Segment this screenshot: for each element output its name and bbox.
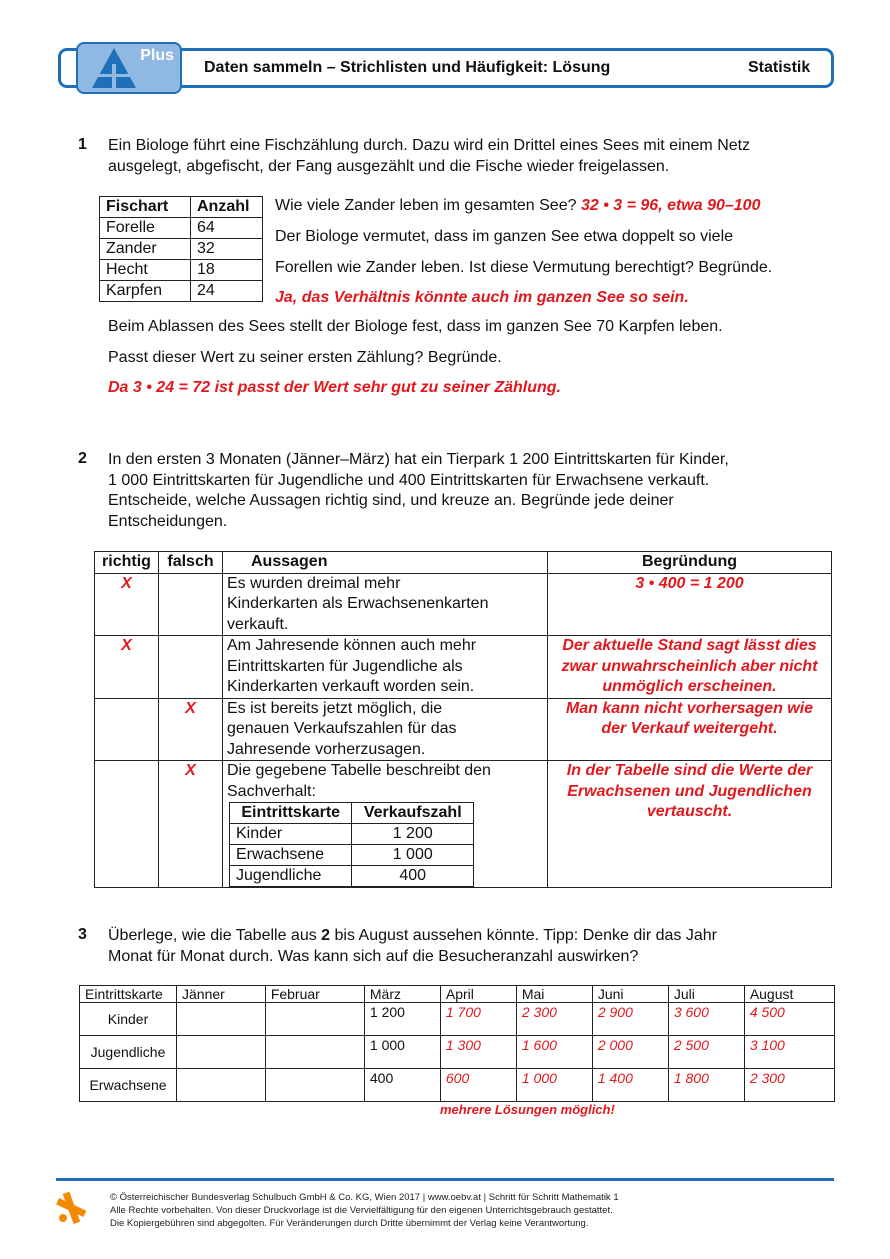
table-cell	[265, 1036, 364, 1069]
footer-copyright	[110, 1191, 619, 1230]
intro-text: Überlege, wie die Tabelle aus	[108, 927, 322, 944]
aussage-line: Jahresende vorherzusagen.	[227, 740, 426, 758]
table-cell: 1 400	[592, 1069, 668, 1102]
table-cell: 1 200	[364, 1003, 440, 1036]
aussage-cell	[223, 573, 548, 636]
ticket-sales-table	[229, 802, 474, 887]
aussage-line: Die gegebene Tabelle beschreibt den	[227, 762, 491, 779]
task3-intro-line: Monat für Monat durch. Was kann sich auf die Besucheranzahl auswirken?	[108, 947, 639, 965]
table-header-row	[95, 552, 832, 574]
task2-intro-line: In den ersten 3 Monaten (Jänner–März) hat ein Tierpark 1 200 Eintrittskarten für Kinder,	[108, 451, 729, 468]
table-header-cell: Verkaufszahl	[352, 803, 474, 824]
richtig-mark: X	[95, 636, 159, 699]
table-cell: Forelle	[100, 218, 191, 239]
table-header-cell: Eintrittskarte	[230, 803, 352, 824]
monthly-ticket-table	[79, 985, 835, 1102]
table-header-cell: Anzahl	[191, 197, 263, 218]
richtig-mark	[95, 761, 159, 888]
begruendung-line: Man kann nicht vorhersagen wie	[565, 699, 814, 717]
table-cell: 600	[440, 1069, 516, 1102]
table-header-row	[100, 197, 263, 218]
table-cell: 3 100	[744, 1036, 834, 1069]
answer-text: Da 3 • 24 = 72 ist passt der Wert sehr gut zu seiner Zählung.	[108, 379, 561, 396]
table-cell: 64	[191, 218, 263, 239]
fish-table	[99, 196, 263, 302]
task2-intro-line: Entscheide, welche Aussagen richtig sind, und kreuze an. Begründe jede deiner	[108, 492, 674, 509]
table-cell: 1 800	[668, 1069, 744, 1102]
aussage-line: Eintrittskarten für Jugendliche als	[227, 657, 463, 675]
solution-note: mehrere Lösungen möglich!	[440, 1102, 615, 1117]
question-text: Forellen wie Zander leben. Ist diese Vermutung berechtigt? Begründe.	[275, 258, 773, 276]
begruendung-line: vertauscht.	[646, 803, 733, 820]
table-cell: 1 300	[440, 1036, 516, 1069]
begruendung-cell	[548, 573, 832, 636]
intro-text: bis August aussehen könnte. Tipp: Denke dir das Jahr	[330, 927, 717, 944]
table-row	[80, 1003, 835, 1036]
aussage-line: Am Jahresende können auch mehr	[227, 637, 477, 654]
table-header-cell: Juni	[592, 986, 668, 1003]
table-cell	[265, 1069, 364, 1102]
answer-text: 32 • 3 = 96, etwa 90–100	[580, 197, 761, 214]
table-cell: 24	[191, 281, 263, 302]
table-header-cell: August	[744, 986, 834, 1003]
task1-question-1	[275, 196, 760, 217]
richtig-mark	[95, 698, 159, 761]
begruendung-line: In der Tabelle sind die Werte der	[566, 762, 813, 779]
footer-line: © Österreichischer Bundesverlag Schulbuch GmbH & Co. KG, Wien 2017 | www.oebv.at | Schritt für Schritt Mathematik 1	[110, 1192, 619, 1203]
header-richtig: richtig	[95, 552, 159, 574]
table-cell: 3 600	[668, 1003, 744, 1036]
task2-intro	[108, 450, 729, 532]
begruendung-cell	[548, 761, 832, 888]
begruendung-line: 3 • 400 = 1 200	[635, 574, 744, 592]
table-cell: 400	[364, 1069, 440, 1102]
answer-text: Ja, das Verhältnis könnte auch im ganzen See so sein.	[275, 289, 689, 306]
table-row	[100, 218, 263, 239]
aussage-line: Es wurden dreimal mehr	[227, 574, 401, 592]
footer-line: Alle Rechte vorbehalten. Von dieser Druckvorlage ist die Vervielfältigung für den eigenen Unterrichtsgebrauch gestattet.	[110, 1205, 613, 1216]
table-cell: Kinder	[230, 824, 352, 845]
table-cell: 2 500	[668, 1036, 744, 1069]
table-cell: 2 300	[516, 1003, 592, 1036]
table-cell: 2 000	[592, 1036, 668, 1069]
falsch-mark	[159, 636, 223, 699]
table-cell: 1 000	[352, 845, 474, 866]
publisher-star-icon	[54, 1190, 88, 1226]
table-cell: 400	[352, 866, 474, 887]
table-cell: 1 700	[440, 1003, 516, 1036]
header-begruendung: Begründung	[548, 552, 832, 574]
row-label: Jugendliche	[80, 1036, 177, 1069]
aussage-line: verkauft.	[227, 615, 289, 633]
table-cell	[177, 1036, 266, 1069]
task1-question-3	[108, 317, 723, 399]
question-text: Passt dieser Wert zu seiner ersten Zählung? Begründe.	[108, 348, 502, 366]
row-label: Erwachsene	[80, 1069, 177, 1102]
table-row	[100, 281, 263, 302]
richtig-mark: X	[95, 573, 159, 636]
begruendung-line: der Verkauf weitergeht.	[601, 720, 778, 737]
task1-question-2	[275, 227, 772, 309]
begruendung-line: zwar unwahrscheinlich aber nicht	[561, 657, 818, 675]
footer-divider	[56, 1178, 834, 1181]
publisher-logo	[76, 42, 182, 94]
aussage-line: Sachverhalt:	[227, 782, 316, 800]
aussage-cell	[223, 636, 548, 699]
table-cell: 1 600	[516, 1036, 592, 1069]
statements-table	[94, 551, 832, 888]
falsch-mark: X	[159, 698, 223, 761]
task1-intro	[108, 136, 750, 177]
aussage-line: Kinderkarten als Erwachsenenkarten	[227, 595, 489, 612]
subject-label: Statistik	[748, 59, 811, 76]
table-header-row	[80, 986, 835, 1003]
table-cell: Zander	[100, 239, 191, 260]
table-cell	[265, 1003, 364, 1036]
table-cell: 1 200	[352, 824, 474, 845]
table-row	[95, 761, 832, 888]
table-header-cell: Februar	[265, 986, 364, 1003]
aussage-line: Es ist bereits jetzt möglich, die	[227, 699, 443, 717]
table-cell: 2 300	[744, 1069, 834, 1102]
table-row	[95, 636, 832, 699]
task3-intro-line	[108, 926, 717, 947]
table-row	[230, 866, 474, 887]
table-row	[230, 845, 474, 866]
aussage-cell	[223, 761, 548, 888]
logo-plus-label: Plus	[140, 47, 174, 64]
task-number-3: 3	[78, 926, 87, 943]
table-header-cell: April	[440, 986, 516, 1003]
question-text: Wie viele Zander leben im gesamten See?	[275, 197, 577, 214]
table-cell: 32	[191, 239, 263, 260]
table-cell: 4 500	[744, 1003, 834, 1036]
aussage-line: genauen Verkaufszahlen für das	[227, 720, 457, 737]
falsch-mark: X	[159, 761, 223, 888]
table-header-cell: Mai	[516, 986, 592, 1003]
table-cell: Jugendliche	[230, 866, 352, 887]
table-row	[95, 698, 832, 761]
task-reference: 2	[321, 927, 331, 944]
page-title: Daten sammeln – Strichlisten und Häufigkeit: Lösung	[204, 59, 611, 76]
table-cell: 1 000	[516, 1069, 592, 1102]
task-number-2: 2	[78, 450, 87, 467]
header-aussagen: Aussagen	[223, 552, 548, 574]
table-cell: Karpfen	[100, 281, 191, 302]
question-text: Beim Ablassen des Sees stellt der Biologe fest, dass im ganzen See 70 Karpfen leben.	[108, 318, 723, 335]
task1-intro-line: Ein Biologe führt eine Fischzählung durch. Dazu wird ein Drittel eines Sees mit einem Netz	[108, 137, 751, 154]
table-cell	[177, 1069, 266, 1102]
table-cell: 18	[191, 260, 263, 281]
table-row	[230, 824, 474, 845]
table-cell: 1 000	[364, 1036, 440, 1069]
task-number-1: 1	[78, 136, 87, 153]
table-cell: Erwachsene	[230, 845, 352, 866]
table-row	[80, 1069, 835, 1102]
table-header-cell: Eintrittskarte	[80, 986, 177, 1003]
begruendung-line: Erwachsenen und Jugendlichen	[567, 782, 812, 800]
question-text: Der Biologe vermutet, dass im ganzen See etwa doppelt so viele	[275, 228, 734, 245]
table-header-cell: Fischart	[100, 197, 191, 218]
table-cell	[177, 1003, 266, 1036]
falsch-mark	[159, 573, 223, 636]
header-falsch: falsch	[159, 552, 223, 574]
aussage-line: Kinderkarten verkauft worden sein.	[227, 678, 475, 695]
row-label: Kinder	[80, 1003, 177, 1036]
table-header-row	[230, 803, 474, 824]
begruendung-cell	[548, 698, 832, 761]
aussage-cell	[223, 698, 548, 761]
begruendung-line: unmöglich erscheinen.	[602, 678, 777, 695]
table-row	[95, 573, 832, 636]
table-row	[80, 1036, 835, 1069]
task1-intro-line: ausgelegt, abgefischt, der Fang ausgezählt und die Fische wieder freigelassen.	[108, 157, 670, 175]
task2-intro-line: Entscheidungen.	[108, 512, 228, 530]
begruendung-cell	[548, 636, 832, 699]
table-header-cell: Juli	[668, 986, 744, 1003]
table-row	[100, 239, 263, 260]
table-cell: Hecht	[100, 260, 191, 281]
table-header-cell: Jänner	[177, 986, 266, 1003]
table-header-cell: März	[364, 986, 440, 1003]
task3-intro	[108, 926, 717, 967]
table-row	[100, 260, 263, 281]
task2-intro-line: 1 000 Eintrittskarten für Jugendliche und 400 Eintrittskarten für Erwachsene verkauft.	[108, 471, 710, 489]
begruendung-line: Der aktuelle Stand sagt lässt dies	[562, 637, 817, 654]
footer-line: Die Kopiergebühren sind abgegolten. Für Veränderungen durch Dritte übernimmt der Verlag keine Verantwortung.	[110, 1218, 589, 1229]
table-cell: 2 900	[592, 1003, 668, 1036]
